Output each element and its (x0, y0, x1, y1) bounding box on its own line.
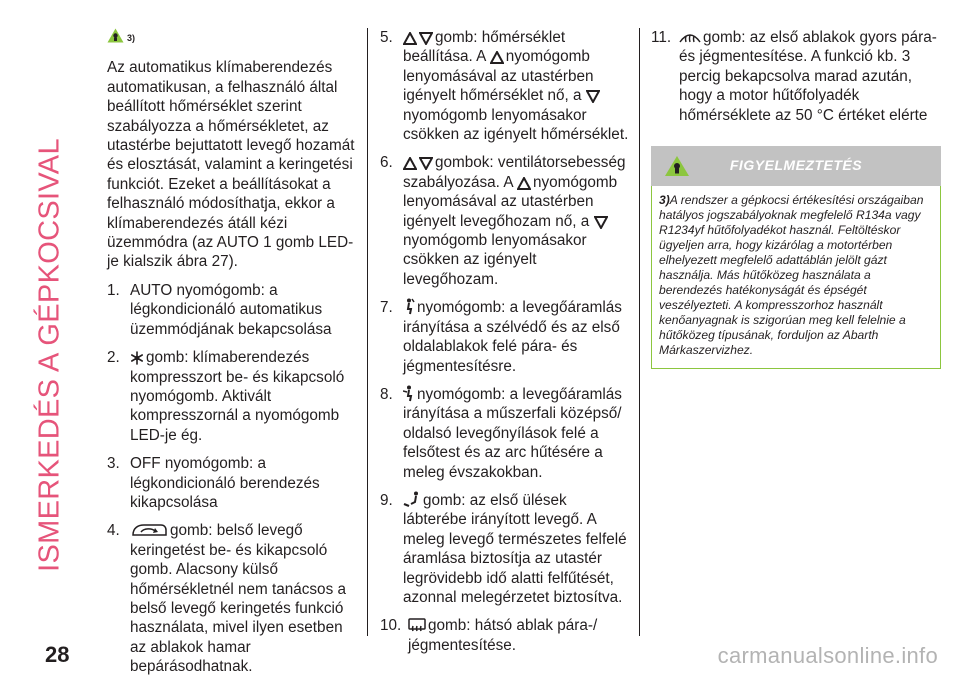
footnote-mark: 3) (127, 33, 136, 43)
item-text: gomb: klímaberendezés kompresszort be- és kikapcsoló nyomógomb. Aktivált kompresszornál a nyomógomb LED-je ég. (130, 349, 345, 444)
warning-triangle-icon (107, 28, 124, 48)
item-number: 11. (651, 29, 672, 46)
list-item (651, 28, 941, 125)
fan-down-icon (419, 157, 433, 170)
item-text: AUTO nyomógomb: a légkondicionáló automatikus üzemmódjának bekapcsolása (130, 281, 332, 338)
temp-up-icon (490, 51, 504, 64)
intro-paragraph: Az automatikus klímaberendezés automatikusan, a felhasználó által beállított hőmérséklet szerint szabályozza a hőmérsékletet, az utastérbe bejuttatott levegő hozamát és elosztását, valamint a keringetési funkciót. Ezeket a beállításokat a felhasználó módosíthatja, ekkor a klímaberendezés átáll kézi üzemmódra (az AUTO 1 gomb LED-je kialszik ábra 27). (107, 59, 355, 271)
warning-box (651, 186, 941, 369)
fan-down-icon (594, 216, 608, 229)
air-windshield-icon (403, 298, 415, 315)
temp-up-icon (403, 32, 417, 45)
section-side-title: ISMERKEDÉS A GÉPKOCSIVAL (33, 138, 66, 572)
temp-down-icon (419, 32, 433, 45)
item-text: nyomógomb: a levegőáramlás irányítása a műszerfali középső/ oldalsó levegőnyílások felé a felsőtest és az arc hűtésére a meleg évszakokban. (403, 385, 622, 481)
item-text: gomb: hátsó ablak pára-/ jégmentesítése. (408, 617, 598, 654)
item-number: 3. (107, 455, 120, 473)
warning-header (651, 146, 941, 186)
watermark: carmanualsonline.info (717, 643, 938, 668)
item-text: gomb: az első ablakok gyors pára- és jégmentesítése. A funkció kb. 3 percig bekapcsolva marad azután, hogy a motor hűtőfolyadék hőmérséklete az 50 °C értéket elérte (679, 29, 937, 124)
rear-defrost-icon (408, 618, 426, 633)
list-item (107, 521, 357, 676)
list-item (380, 616, 630, 655)
temp-down-icon (586, 90, 600, 103)
item-text: gombok: ventilátorsebesség szabályozása. A (403, 154, 626, 191)
item-number: 8. (380, 385, 393, 403)
item-number: 9. (380, 491, 393, 509)
warning-text: A rendszer a gépkocsi értékesítési országaiban hatályos jogszabályoknak megfelelő R134a vagy R1234yf hűtőfolyadékot használ. Feltöltéskor ügyeljen arra, hogy kizárólag a motortérben elhelyezett megfelelő adattáblán jelölt gázt használja. Más hűtőközeg használata a berendezés hatékonyságát és épségét veszélyezteti. A kompresszorhoz használt kenőanyagnak is szigorúan meg kell felelnie a hűtőközeg típusának, forduljon az Abarth Márkaszervizhez. (659, 193, 924, 358)
column-3 (651, 28, 941, 369)
item-number: 10. (380, 617, 402, 635)
warning-triangle-icon (664, 155, 690, 182)
column-divider (367, 28, 368, 636)
fan-up-icon (517, 177, 531, 190)
list-item (380, 298, 630, 376)
list-item (107, 454, 357, 512)
footnote-reference[interactable] (107, 28, 357, 48)
list-item (380, 153, 630, 289)
item-text: nyomógomb lenyomásakor csökken az igényelt hőmérséklet. (403, 106, 629, 144)
list-item (107, 281, 357, 339)
item-number: 4. (107, 522, 120, 540)
list-item (107, 348, 357, 445)
item-text: gomb: hőmérséklet beállítása. A (403, 29, 566, 66)
column-1 (107, 28, 357, 678)
fan-up-icon (403, 157, 417, 170)
item-text: nyomógomb lenyomásakor csökken az igényelt levegőhozam. (403, 232, 587, 288)
item-number: 5. (380, 29, 393, 46)
item-number: 7. (380, 299, 393, 317)
list-item (380, 491, 630, 607)
air-face-icon (403, 385, 415, 402)
air-feet-icon (403, 491, 421, 508)
warning-title: FIGYELMEZTETÉS (729, 157, 863, 174)
item-text: gomb: belső levegő keringetést be- és kikapcsoló gomb. Alacsony külső hőmérsékletnél nem tanácsos a belső levegő keringetés funkció használata, mivel ilyen esetben az ablakok hamar bepárásodhatnak. (130, 522, 346, 676)
footnote-number: 3) (659, 193, 670, 208)
column-2 (380, 28, 630, 664)
item-text: nyomógomb lenyomásával az utastérben igényelt hőmérséklet nő, a (403, 48, 594, 105)
page-number: 28 (45, 642, 70, 667)
item-text: nyomógomb: a levegőáramlás irányítása a szélvédő és az első oldalablakok felé pára- és jégmentesítésre. (403, 299, 622, 375)
item-text: OFF nyomógomb: a légkondicionáló berendezés kikapcsolása (130, 455, 320, 511)
column-divider (639, 28, 640, 636)
list-item (380, 28, 630, 144)
item-number: 1. (107, 281, 120, 299)
item-text: nyomógomb lenyomásával az utastérben igényelt levegőhozam nő, a (403, 173, 618, 230)
snowflake-icon (130, 351, 144, 365)
list-item (380, 385, 630, 482)
item-text: gomb: az első ülések lábterébe irányított levegő. A meleg levegő természetes felfelé áramlása biztosítja az utastér legrövidebb idő alatti felfűtését, azonnal melegérzetet biztosítva. (403, 491, 627, 606)
recirculation-icon (130, 522, 168, 538)
front-defrost-icon (679, 30, 701, 45)
item-number: 6. (380, 154, 393, 172)
item-number: 2. (107, 349, 120, 367)
